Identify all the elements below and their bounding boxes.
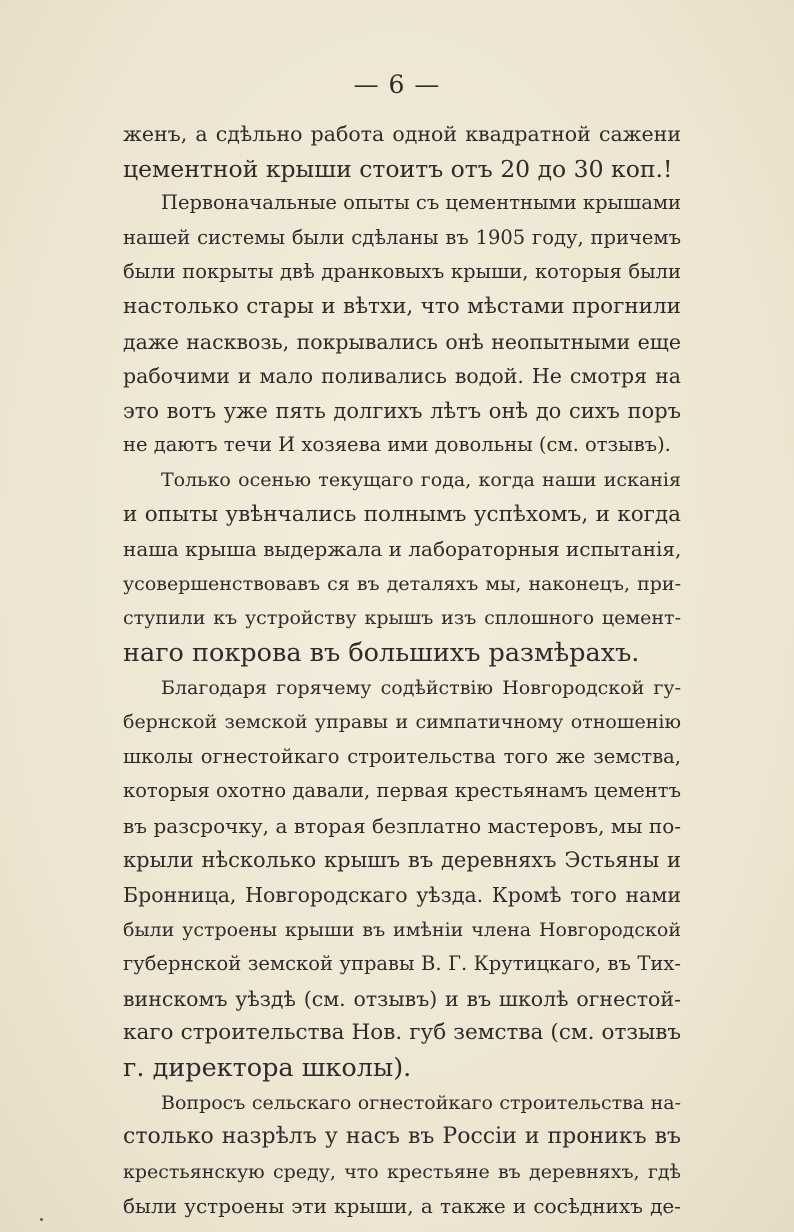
text-line: наго покрова въ большихъ размѣрахъ. <box>123 637 640 668</box>
text-line: ступили къ устройству крышъ изъ сплошного цемент- <box>123 607 681 630</box>
text-line: были покрыты двѣ дранковыхъ крыши, которыя были <box>123 260 681 284</box>
text-line: крестьянскую среду, что крестьяне въ деревняхъ, гдѣ <box>123 1160 681 1183</box>
text-line: не даютъ течи И хозяева ими довольны (см. отзывъ). <box>123 433 671 457</box>
text-line: которыя охотно давали, первая крестьянамъ цементъ <box>123 779 681 803</box>
page-number: — 6 — <box>353 70 441 99</box>
text-line: и опыты увѣнчались полнымъ успѣхомъ, и когда <box>123 501 681 527</box>
text-line: бернской земской управы и симпатичному отношенію <box>123 711 681 734</box>
text-line: настолько стары и вѣтхи, что мѣстами прогнили <box>123 293 681 319</box>
text-line: усовершенствовавъ ся въ деталяхъ мы, наконецъ, при- <box>123 572 681 595</box>
text-line: Первоначальные опыты съ цементными крышами <box>161 191 681 215</box>
text-line: Только осенью текущаго года, когда наши исканія <box>161 468 681 491</box>
text-line: рабочими и мало поливались водой. Не смотря на <box>123 364 681 389</box>
text-line: даже насквозь, покрывались онѣ неопытными еще <box>123 329 681 354</box>
paper-speck <box>40 1218 43 1221</box>
text-line: нашей системы были сдѣланы въ 1905 году, причемъ <box>123 225 681 249</box>
text-line: каго строительства Нов. губ земства (см. отзывъ <box>123 1020 681 1046</box>
text-line: столько назрѣлъ у насъ въ Россіи и проникъ въ <box>123 1124 681 1150</box>
text-line: это вотъ уже пять долгихъ лѣтъ онѣ до сихъ поръ <box>123 398 681 423</box>
text-line: цементной крыши стоитъ отъ 20 до 30 коп.! <box>123 154 673 183</box>
body-text <box>123 117 681 1224</box>
text-line: въ разсрочку, а вторая безплатно мастеровъ, мы по- <box>123 813 681 838</box>
text-line: школы огнестойкаго строительства того же земства, <box>123 744 681 768</box>
text-line: были устроены крыши въ имѣніи члена Новгородской <box>123 918 681 941</box>
text-line: губернской земской управы В. Г. Крутицкаго, въ Тих- <box>123 952 681 976</box>
text-line: женъ, а сдѣльно работа одной квадратной сажени <box>123 122 681 146</box>
text-line: крыли нѣсколько крышъ въ деревняхъ Эстьяны и <box>123 848 681 873</box>
text-line: наша крыша выдержала и лабораторныя испытанія, <box>123 537 682 562</box>
text-line: были устроены эти крыши, а также и сосѣднихъ де- <box>123 1194 681 1219</box>
text-line: Вопросъ сельскаго огнестойкаго строительства на- <box>161 1091 681 1114</box>
text-line: Бронница, Новгородскаго уѣзда. Кромѣ того нами <box>123 883 681 908</box>
text-line: винскомъ уѣздѣ (см. отзывъ) и въ школѣ огнестой- <box>123 986 681 1011</box>
text-line: г. директора школы). <box>123 1053 412 1084</box>
text-line: Благодаря горячему содѣйствію Новгородской гу- <box>161 676 681 699</box>
